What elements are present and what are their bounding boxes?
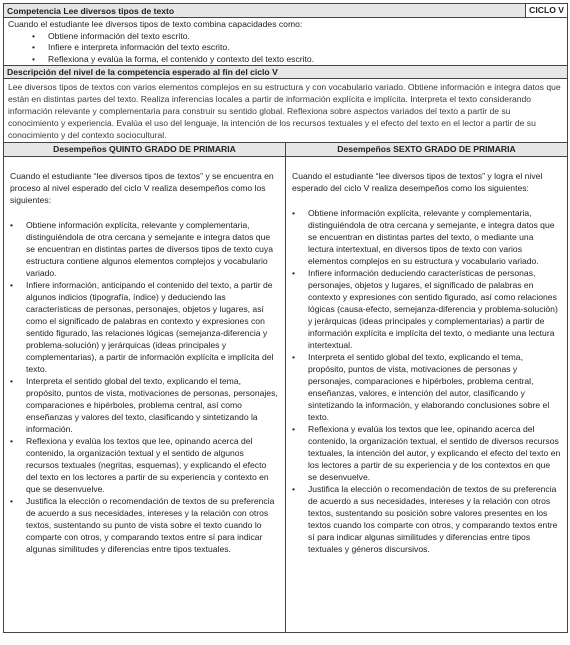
cycle-label: CICLO V [525,4,567,17]
level-description-text: Lee diversos tipos de textos con varios elementos complejos en su estructura y con vocabulario variado. Obtiene información e integra datos que están en distintas partes del texto. Realiza inferencias locales a partir de información explícita e implícita. Interpreta el texto considerando información relevante y complementaria para construir su sentido global. Reflexiona sobre aspectos variados del texto a partir de su conocimiento y experiencia. Evalúa el uso del lenguaje, la intención de los recursos textuales y el efecto del texto en el lector a partir de su conocimiento y del contexto sociocultural. [4,79,567,143]
capacities-list [8,31,563,66]
performance-item: • Obtiene información explícita, relevante y complementaria, distinguiéndola de otra cercana y semejante, e integra datos que se encuentran en distintas partes del texto, o mediante una lectura intertextual, en diversos tipos de texto con varios elementos complejos en su estructura y vocabulario variado. [308,207,561,267]
capacities-section [4,18,567,66]
sixth-grade-intro: Cuando el estudiante “lee diversos tipos de textos” y logra el nivel esperado del ciclo V realiza desempeños como los siguientes: [292,171,543,193]
performance-item: • Infiere información deduciendo características de personas, personajes, objetos y lugares, el significado de palabras en contexto y expresiones con sentido figurado, así como relaciones lógicas (causa-efecto, semejanza-diferencia y problema-solución) y jerárquicas (ideas principales y complementarias) a partir de información explícita e implícita del texto, o mediante una lectura intertextual. [308,267,561,351]
capacities-intro: Cuando el estudiante lee diversos tipos de texto combina capacidades como: [8,19,303,29]
sixth-grade-title: Desempeños SEXTO GRADO DE PRIMARIA [286,143,567,157]
performance-columns [4,143,567,632]
capacity-item: • Infiere e interpreta información del texto escrito. [48,42,563,54]
fifth-grade-intro: Cuando el estudiante “lee diversos tipos de textos” y se encuentra en proceso al nivel esperado del ciclo V realiza desempeños como los siguientes: [10,171,274,205]
performance-item: • Obtiene información explícita, relevante y complementaria, distinguiéndola de otra cercana y semejante e integra datos que se encuentran en distintas partes de diversos tipos de texto cuya estructura contiene algunos elementos complejos y vocabulario variado. [26,219,279,279]
fifth-grade-title: Desempeños QUINTO GRADO DE PRIMARIA [4,143,285,157]
competency-header [4,4,567,18]
competency-title: Competencia Lee diversos tipos de texto [7,5,175,16]
performance-item: • Reflexiona y evalúa los textos que lee, opinando acerca del contenido, la organización textual, el sentido de diversos recursos textuales, la intención del autor, y explicando el efecto del texto en los lectores a partir de su experiencia y de los contextos en que se desenvuelve. [308,423,561,483]
performance-item: • Interpreta el sentido global del texto, explicando el tema, propósito, puntos de vista, motivaciones de personas, personajes, comparaciones e hipérboles, problema central, así como enseñanzas y valores del texto, clasificando y sintetizando la información. [26,375,279,435]
performance-item: • Justifica la elección o recomendación de textos de su preferencia de acuerdo a sus necesidades, intereses y la relación con otros textos, sustentando su punto de vista sobre el texto cuando lo comparte con otros, y comparando textos entre sí para indicar algunas similitudes y diferencias entre tipos textuales. [26,495,279,555]
performance-item: • Reflexiona y evalúa los textos que lee, opinando acerca del contenido, la organización textual y el sentido de algunos recursos textuales (negritas, esquemas), y explicando el efecto del texto en los lectores a partir de su experiencia y contexto en que se desenvuelve. [26,435,279,495]
capacity-item: • Reflexiona y evalúa la forma, el contenido y contexto del texto escrito. [48,54,563,66]
capacity-item: • Obtiene información del texto escrito. [48,31,563,43]
performance-item: • Interpreta el sentido global del texto, explicando el tema, propósito, puntos de vista, motivaciones de personas y personajes, comparaciones e hipérboles, problema central, enseñanzas, valores, e intención del autor, clasificando y sintetizando la información, y elaborando conclusiones sobre el texto. [308,351,561,423]
performance-item: • Infiere información, anticipando el contenido del texto, a partir de algunos indicios (tipografía, índice) y deduciendo las características de personas, personajes, objetos y lugares, así como el significado de palabras en contexto y expresiones con sentido figurado, las relaciones lógicas (semejanza-diferencia y problema-solución) y jerárquicas (ideas principales y complementarias), a partir de información explícita e implícita del texto. [26,279,279,375]
competency-table [3,3,568,633]
performance-item: • Justifica la elección o recomendación de textos de su preferencia de acuerdo a sus necesidades, intereses y la relación con otros textos, sustentando su posición sobre valores presentes en los textos cuando los comparte con otros, y comparando textos entre sí para indicar algunas similitudes y diferencias entre tipos textuales y géneros discursivos. [308,483,561,555]
sixth-grade-column [285,143,567,632]
fifth-grade-column [4,143,285,632]
sixth-grade-list [286,207,567,555]
level-description-title: Descripción del nivel de la competencia esperado al fin del ciclo V [4,66,567,79]
fifth-grade-list [4,219,285,555]
